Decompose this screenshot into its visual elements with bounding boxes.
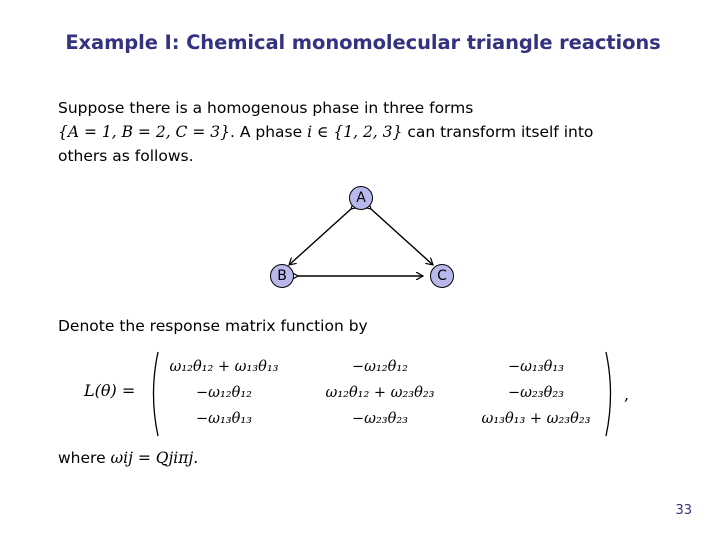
triangle-reaction-diagram <box>255 180 475 296</box>
arrow-a-b <box>289 209 351 265</box>
matrix-comma: , <box>624 385 630 404</box>
matrix-cell-1-2: −ω₁₂θ₁₂ <box>352 359 408 375</box>
matrix-intro: Denote the response matrix function by <box>58 317 368 335</box>
matrix-cell-3-2: −ω₂₃θ₂₃ <box>352 411 408 427</box>
intro-text-segment-2: can transform itself into <box>402 123 594 141</box>
left-paren <box>148 351 160 437</box>
where-formula: ωij = Qjiπj. <box>110 449 199 467</box>
matrix-cell-3-3: ω₁₃θ₁₃ + ω₂₃θ₂₃ <box>481 411 591 427</box>
matrix-cell-3-1: −ω₁₃θ₁₃ <box>196 411 252 427</box>
matrix-lhs: L(θ) = <box>84 381 136 400</box>
intro-line-1: Suppose there is a homogenous phase in three forms <box>58 99 474 117</box>
intro-paragraph <box>58 96 658 168</box>
node-a: A <box>349 186 373 210</box>
matrix-cell-2-2: ω₁₂θ₁₂ + ω₂₃θ₂₃ <box>325 385 435 401</box>
matrix-cell-1-3: −ω₁₃θ₁₃ <box>508 359 564 375</box>
where-clause <box>58 449 198 467</box>
intro-line-2 <box>58 120 658 144</box>
phase-set-math: {A = 1, B = 2, C = 3} <box>58 123 230 141</box>
page-number: 33 <box>675 503 692 518</box>
matrix-cell-1-1: ω₁₂θ₁₂ + ω₁₃θ₁₃ <box>169 359 279 375</box>
arrow-a-c <box>371 209 433 265</box>
intro-text-segment: . A phase <box>229 123 308 141</box>
intro-line-3: others as follows. <box>58 147 194 165</box>
matrix-cell-2-1: −ω₁₂θ₁₂ <box>196 385 252 401</box>
where-label: where <box>58 449 111 467</box>
index-set-math: i ∈ {1, 2, 3} <box>307 123 403 141</box>
response-matrix <box>58 355 678 435</box>
matrix-cell-2-3: −ω₂₃θ₂₃ <box>508 385 564 401</box>
slide-title: Example I: Chemical monomolecular triangle reactions <box>65 31 661 54</box>
node-c: C <box>430 264 454 288</box>
right-paren <box>604 351 616 437</box>
node-b: B <box>270 264 294 288</box>
